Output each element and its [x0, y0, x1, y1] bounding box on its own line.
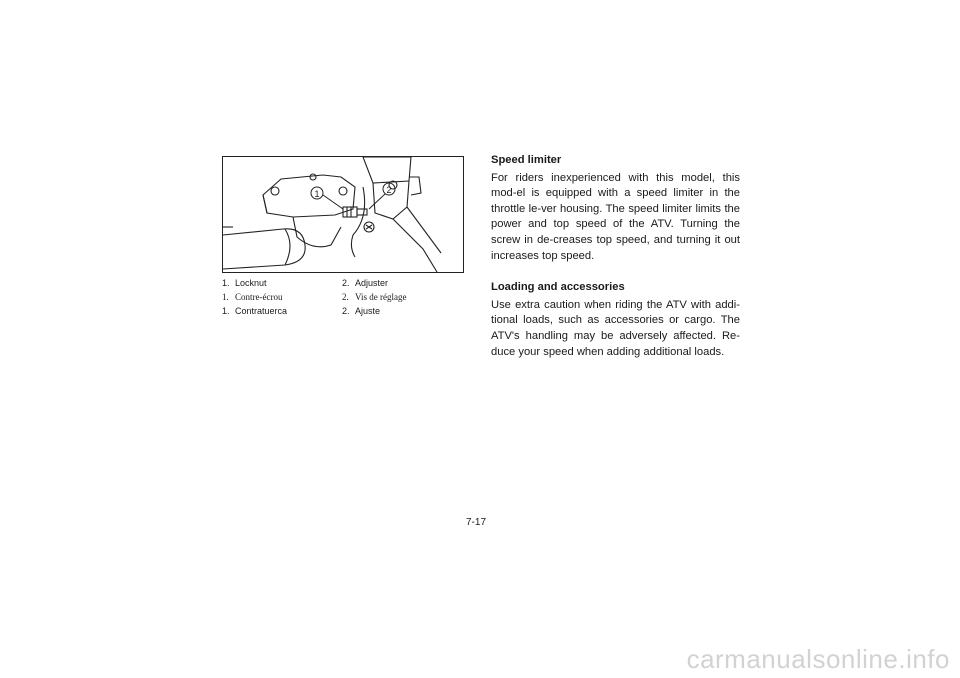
caption-number: 2. [342, 278, 350, 288]
caption-number: 2. [342, 306, 350, 316]
caption-number: 1. [222, 292, 229, 302]
callout-2: 2 [386, 185, 392, 195]
caption-contratuerca: Contratuerca [235, 306, 288, 316]
caption-adjuster: Adjuster [355, 278, 389, 288]
manual-text-column [491, 153, 740, 360]
caption-contre-ecrou: Contre-écrou [235, 292, 283, 302]
throttle-housing-drawing [223, 157, 463, 272]
section-title: Loading and accessories [491, 281, 625, 294]
caption-row-fr [222, 290, 472, 304]
caption-number: 2. [342, 292, 349, 302]
caption-ajuste: Ajuste [355, 306, 381, 316]
watermark: carmanualsonline.info [686, 644, 950, 674]
section-speed-limiter [491, 153, 740, 264]
caption-number: 1. [222, 306, 230, 316]
speed-limiter-illustration [222, 156, 464, 273]
caption-locknut: Locknut [235, 278, 267, 288]
caption-number: 1. [222, 278, 230, 288]
section-body: For riders inexperienced with this model, this mod-el is equipped with a speed limiter in the throttle le-ver housing. The speed limiter limits the power and top speed of the ATV. Turning the screw in de-creases top speed, and turning it out increases top speed. [491, 171, 740, 262]
page-number: 7-17 [466, 517, 487, 528]
callout-1: 1 [314, 189, 320, 199]
caption-vis-de-reglage: Vis de réglage [355, 292, 407, 302]
caption-row-es [222, 304, 472, 318]
section-body: Use extra caution when riding the ATV with addi-tional loads, such as accessories or cargo. The ATV's handling may be adversely affected. Re-duce your speed when adding additional loads. [491, 298, 740, 358]
caption-row-en [222, 276, 472, 290]
section-title: Speed limiter [491, 154, 562, 166]
section-loading-accessories [491, 280, 740, 360]
figure-captions [222, 276, 472, 318]
